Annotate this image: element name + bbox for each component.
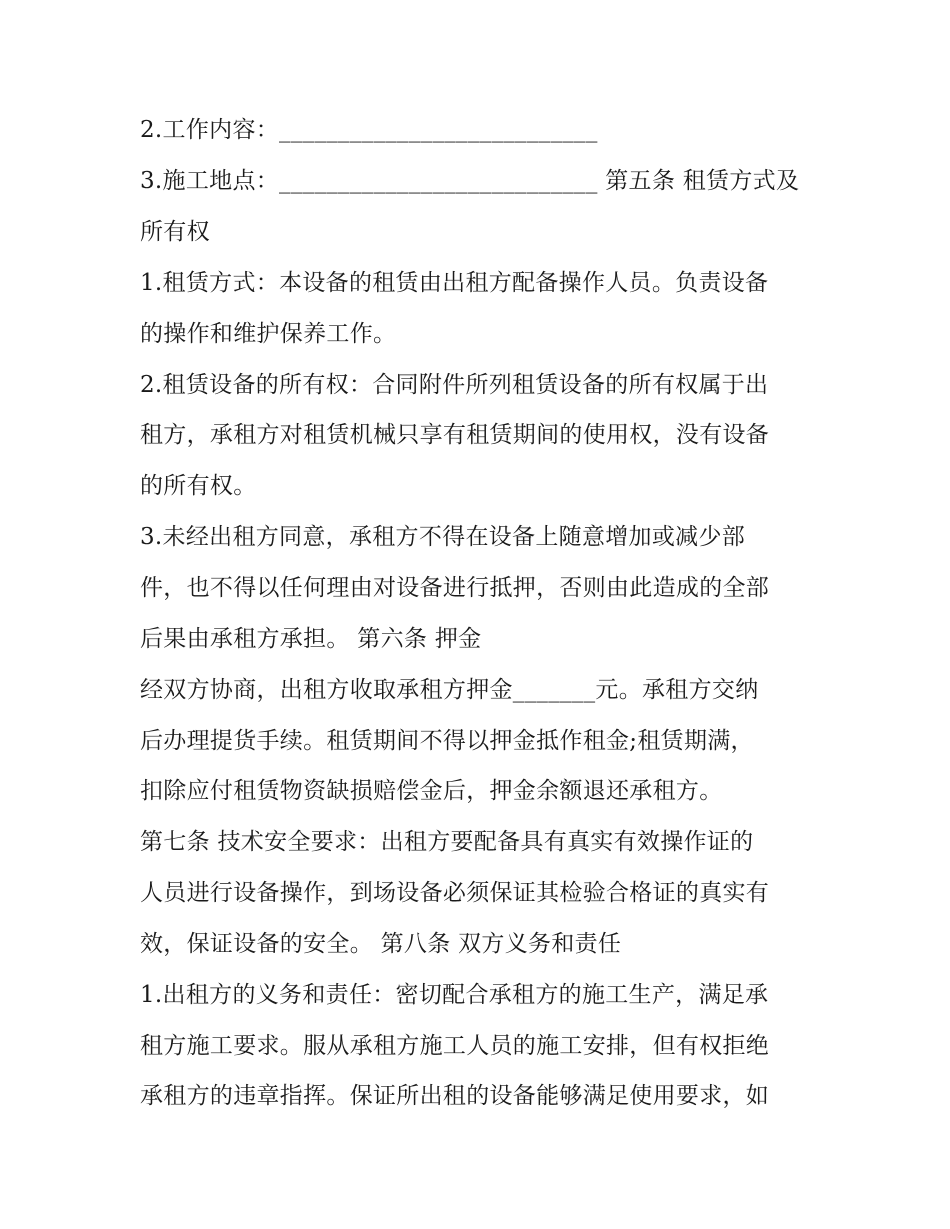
- text-line: 的所有权。: [140, 473, 257, 499]
- text-line: 2.工作内容：___________________________: [140, 117, 598, 143]
- text-line: 效，保证设备的安全。 第八条 双方义务和责任: [140, 931, 622, 957]
- text-line: 1.租赁方式：本设备的租赁由出租方配备操作人员。负责设备: [140, 270, 769, 296]
- text-line: 后果由承租方承担。 第六条 押金: [140, 626, 482, 652]
- text-line: 第七条 技术安全要求：出租方要配备具有真实有效操作证的: [140, 829, 754, 855]
- text-line: 扣除应付租赁物资缺损赔偿金后，押金余额退还承租方。: [140, 778, 723, 804]
- text-line: 承租方的违章指挥。保证所出租的设备能够满足使用要求，如: [140, 1083, 770, 1109]
- text-line: 租方施工要求。服从承租方施工人员的施工安排，但有权拒绝: [140, 1033, 770, 1059]
- text-line: 的操作和维护保养工作。: [140, 321, 397, 347]
- text-line: 租方，承租方对租赁机械只享有租赁期间的使用权，没有设备: [140, 422, 770, 448]
- text-line: 2.租赁设备的所有权：合同附件所列租赁设备的所有权属于出: [140, 372, 769, 398]
- text-line: 所有权: [140, 219, 210, 245]
- text-line: 件，也不得以任何理由对设备进行抵押，否则由此造成的全部: [140, 575, 770, 601]
- text-line: 3.未经出租方同意，承租方不得在设备上随意增加或减少部: [140, 524, 746, 550]
- text-line: 1.出租方的义务和责任：密切配合承租方的施工生产，满足承: [140, 982, 769, 1008]
- text-line: 后办理提货手续。租赁期间不得以押金抵作租金;租赁期满，: [140, 728, 754, 754]
- text-line: 3.施工地点：___________________________ 第五条 租赁方式及: [140, 168, 800, 194]
- text-line: 经双方协商，出租方收取承租方押金_______元。承租方交纳: [140, 677, 759, 703]
- text-line: 人员进行设备操作，到场设备必须保证其检验合格证的真实有: [140, 880, 770, 906]
